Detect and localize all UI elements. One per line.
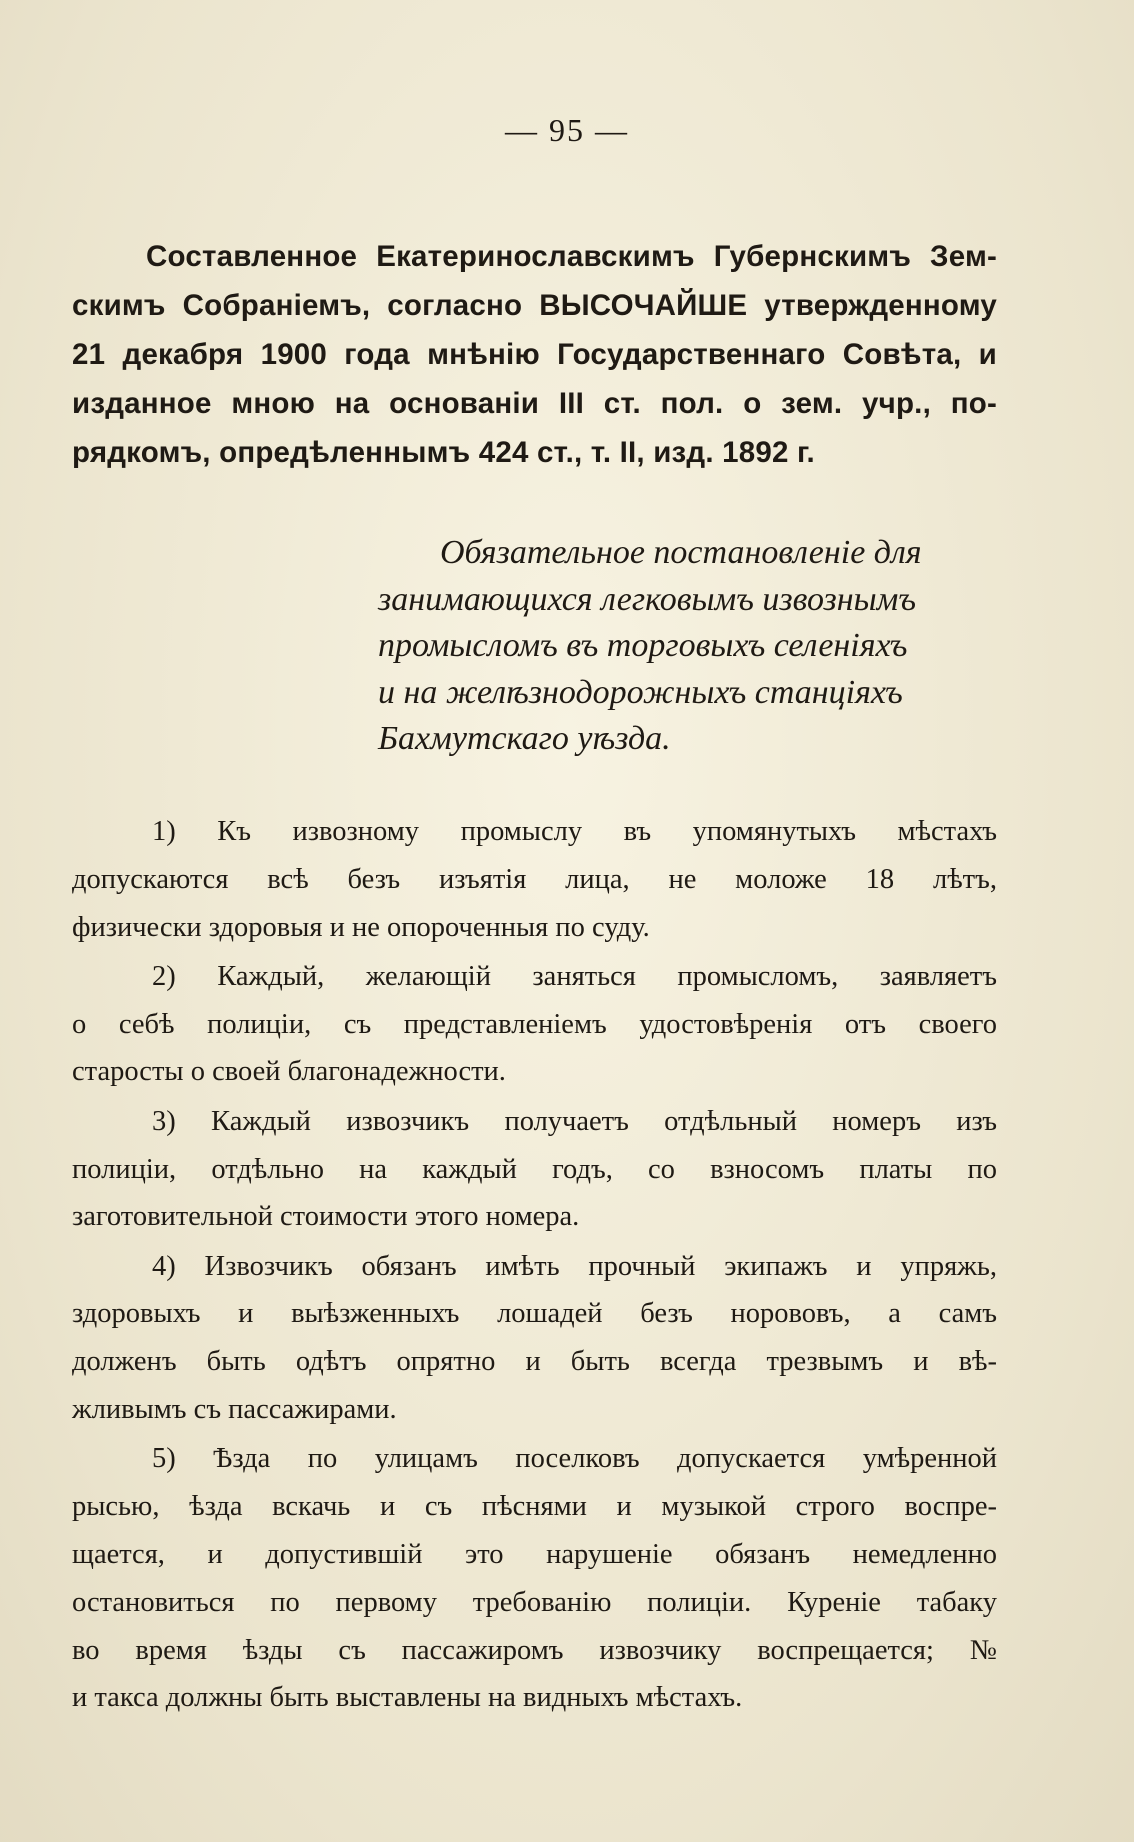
article-1 bbox=[72, 808, 997, 951]
page-number: — 95 — bbox=[505, 112, 629, 148]
title-line: занимающихся легковымъ извознымъ bbox=[378, 580, 917, 618]
article-line: здоровыхъ и выѣзженныхъ лошадей безъ норововъ, а самъ bbox=[72, 1298, 997, 1330]
article-line: долженъ быть одѣтъ опрятно и быть всегда трезвымъ и вѣ- bbox=[72, 1346, 997, 1378]
header-line: 21 декабря 1900 года мнѣнію Государственнаго Совѣта, и bbox=[72, 338, 997, 371]
regulation-body bbox=[72, 808, 997, 1724]
article-line: физически здоровыя и не опороченныя по суду. bbox=[72, 911, 650, 943]
title-line: и на желѣзнодорожныхъ станціяхъ bbox=[378, 673, 903, 711]
article-line: 4) Извозчикъ обязанъ имѣть прочный экипажъ и упряжь, bbox=[152, 1250, 997, 1282]
regulation-title bbox=[378, 530, 998, 763]
article-line: 5) Ѣзда по улицамъ поселковъ допускается умѣренной bbox=[152, 1443, 997, 1475]
article-3 bbox=[72, 1098, 997, 1241]
title-line: Обязательное постановленіе для bbox=[440, 534, 922, 571]
header-line: изданное мною на основаніи III ст. пол. о зем. учр., по- bbox=[72, 387, 997, 420]
article-5 bbox=[72, 1435, 997, 1722]
article-4 bbox=[72, 1243, 997, 1434]
header-line: скимъ Собраніемъ, согласно ВЫСОЧАЙШЕ утвержденному bbox=[72, 289, 997, 322]
article-line: старосты о своей благонадежности. bbox=[72, 1056, 506, 1088]
article-line: допускаются всѣ безъ изъятія лица, не моложе 18 лѣтъ, bbox=[72, 863, 997, 895]
article-line: жливымъ съ пассажирами. bbox=[72, 1394, 397, 1426]
header-line: Составленное Екатеринославскимъ Губернскимъ Зем- bbox=[146, 240, 997, 273]
article-line: во время ѣзды съ пассажиромъ извозчику воспрещается; № bbox=[72, 1634, 997, 1666]
article-2 bbox=[72, 953, 997, 1096]
article-line: 2) Каждый, желающій заняться промысломъ, заявляетъ bbox=[152, 960, 997, 992]
article-line: щается, и допустившій это нарушеніе обязанъ немедленно bbox=[72, 1538, 997, 1570]
article-line: о себѣ полиціи, съ представленіемъ удостовѣренія отъ своего bbox=[72, 1008, 997, 1040]
header-paragraph bbox=[72, 232, 997, 477]
header-line: рядкомъ, опредѣленнымъ 424 ст., т. II, изд. 1892 г. bbox=[72, 436, 815, 469]
title-line: промысломъ въ торговыхъ селеніяхъ bbox=[378, 627, 908, 664]
title-line: Бахмутскаго уѣзда. bbox=[378, 720, 671, 757]
article-line: рысью, ѣзда вскачь и съ пѣснями и музыкой строго воспре- bbox=[72, 1491, 997, 1523]
article-line: заготовительной стоимости этого номера. bbox=[72, 1201, 580, 1233]
article-line: остановиться по первому требованію полиціи. Куреніе табаку bbox=[72, 1586, 997, 1618]
article-line: полиціи, отдѣльно на каждый годъ, со взносомъ платы по bbox=[72, 1153, 997, 1185]
article-line: и такса должны быть выставлены на видныхъ мѣстахъ. bbox=[72, 1682, 743, 1714]
article-line: 1) Къ извозному промыслу въ упомянутыхъ мѣстахъ bbox=[152, 816, 997, 847]
article-line: 3) Каждый извозчикъ получаетъ отдѣльный номеръ изъ bbox=[152, 1105, 997, 1137]
